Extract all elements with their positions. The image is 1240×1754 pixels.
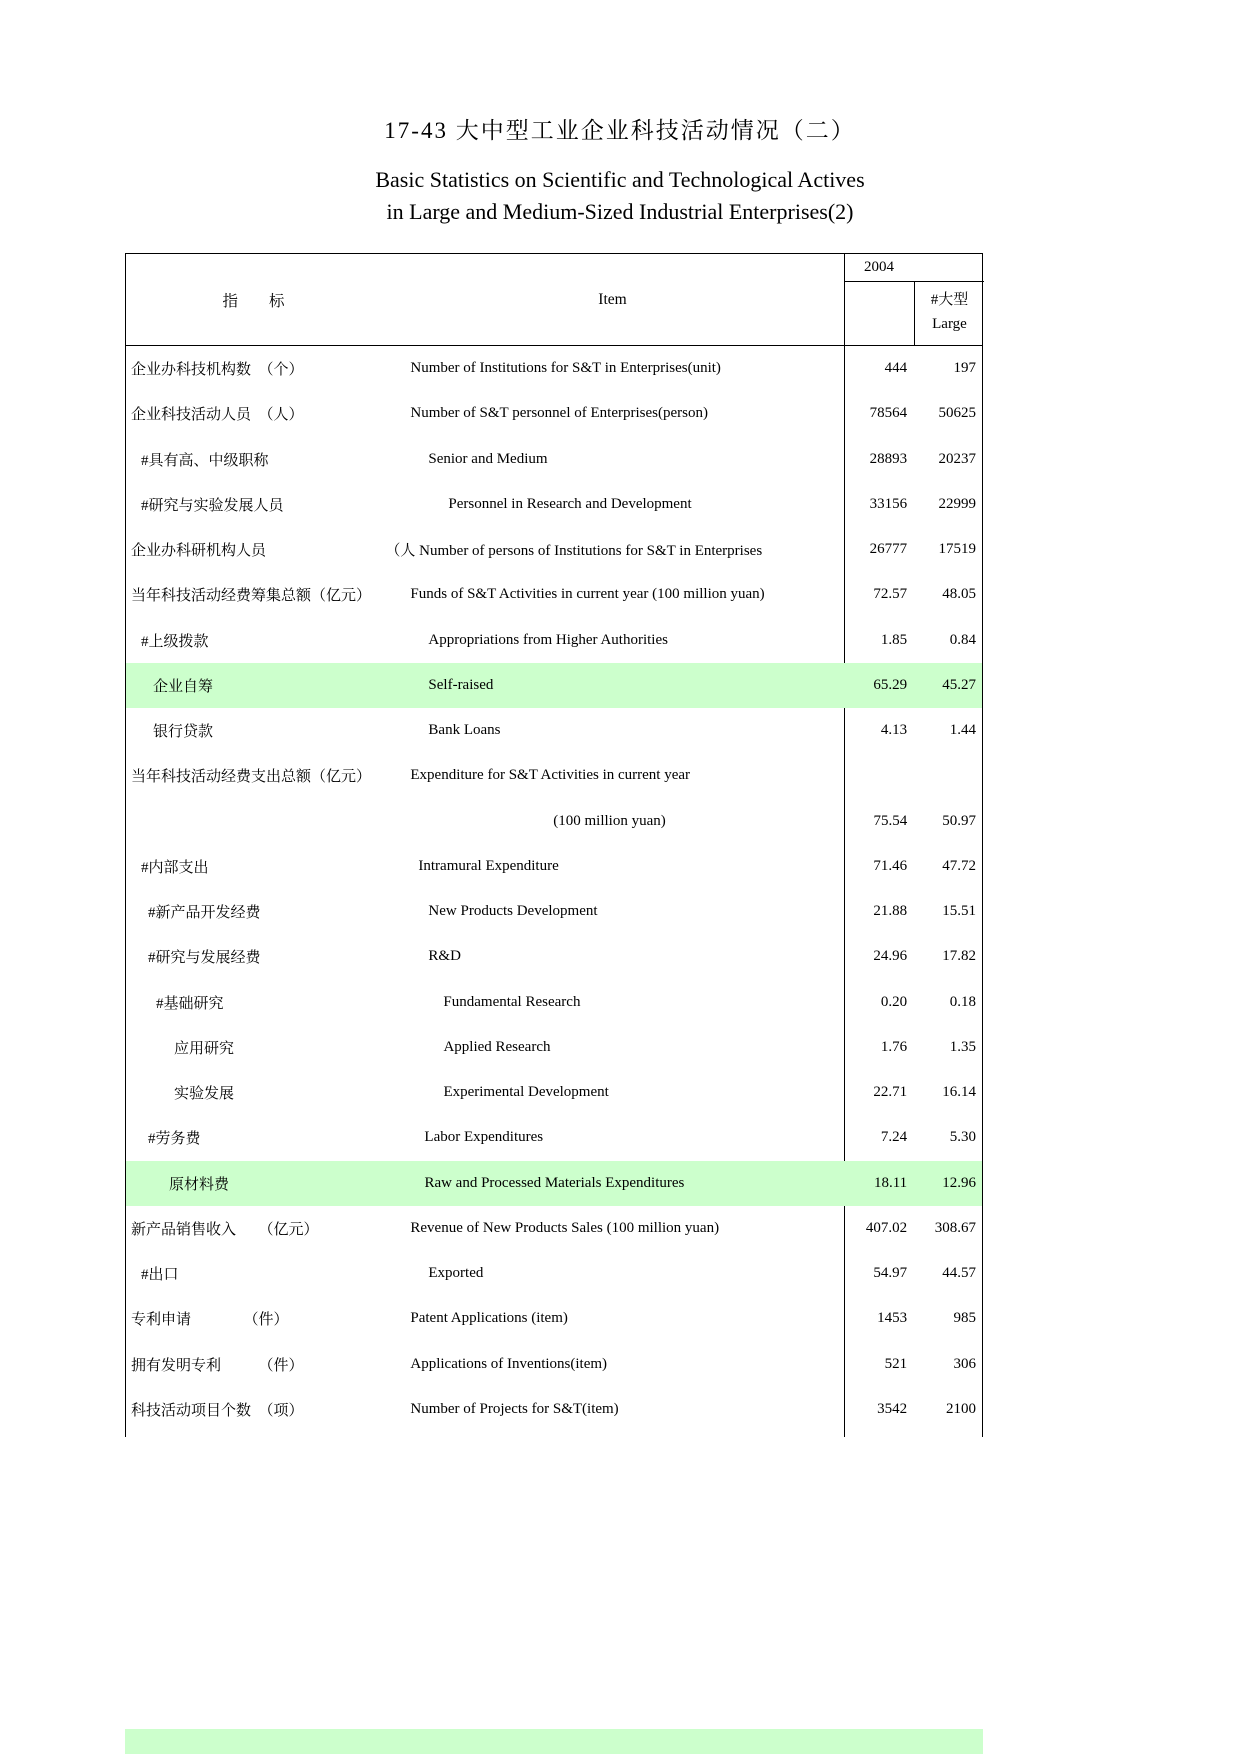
value-large: 22999 — [938, 495, 976, 512]
value-total: 521 — [884, 1355, 908, 1372]
indicator-en: R&D — [428, 948, 461, 965]
header-large-cn: #大型 — [930, 292, 969, 308]
indicator-cn: 企业办科研机构人员 — [131, 543, 267, 560]
indicator-cn: 当年科技活动经费支出总额（亿元） — [131, 769, 372, 786]
value-large: 306 — [953, 1355, 977, 1372]
partial-next-row-highlight — [125, 1729, 983, 1754]
value-total: 71.46 — [873, 857, 908, 874]
indicator-en: Revenue of New Products Sales (100 million yuan) — [410, 1219, 720, 1236]
value-total: 1.76 — [880, 1038, 908, 1055]
value-total: 0.20 — [880, 993, 908, 1010]
table-row — [126, 618, 982, 663]
value-total: 72.57 — [873, 586, 908, 603]
indicator-cn: 银行贷款 — [153, 724, 214, 741]
value-large: 16.14 — [942, 1084, 976, 1101]
table-row — [126, 527, 982, 572]
indicator-en: Appropriations from Higher Authorities — [428, 631, 668, 648]
indicator-cn: #具有高、中级职称 — [141, 452, 269, 469]
indicator-en: Experimental Development — [443, 1084, 609, 1101]
value-large: 197 — [953, 360, 977, 377]
value-total: 407.02 — [865, 1219, 908, 1236]
stats-table — [125, 253, 983, 1437]
value-total: 21.88 — [873, 903, 908, 920]
value-total: 75.54 — [873, 812, 908, 829]
value-large: 50625 — [938, 405, 977, 422]
value-total: 24.96 — [873, 948, 908, 965]
indicator-en: Intramural Expenditure — [418, 857, 559, 874]
table-body — [126, 346, 982, 1432]
indicator-cn: 专利申请 （件） — [131, 1312, 289, 1329]
value-large: 48.05 — [942, 586, 977, 603]
value-large: 45.27 — [942, 676, 976, 693]
value-total: 444 — [884, 360, 908, 377]
value-large: 985 — [953, 1310, 977, 1327]
indicator-cn: 企业办科技机构数 （个） — [131, 362, 304, 379]
value-total: 28893 — [869, 450, 908, 467]
value-total: 7.24 — [880, 1129, 908, 1146]
indicator-cn: #研究与发展经费 — [148, 950, 261, 967]
value-total — [842, 753, 912, 798]
value-total: 22.71 — [873, 1084, 908, 1101]
value-total: 54.97 — [873, 1265, 908, 1282]
value-large: 0.18 — [949, 993, 976, 1010]
value-large: 1.44 — [949, 722, 976, 739]
indicator-en: Patent Applications (item) — [410, 1310, 568, 1327]
table-row — [126, 1206, 982, 1251]
table-row — [126, 934, 982, 979]
indicator-cn: #研究与实验发展人员 — [141, 497, 284, 514]
header-large-en: Large — [932, 316, 967, 332]
indicator-cn: 科技活动项目个数 （项） — [131, 1402, 304, 1419]
indicator-cn: #内部支出 — [141, 859, 209, 876]
value-total: 1.85 — [880, 631, 908, 648]
indicator-cn: 企业自筹 — [153, 678, 214, 695]
table-row — [126, 844, 982, 889]
indicator-en: （人 Number of persons of Institutions for S&T in Enterprises — [385, 543, 763, 560]
indicator-en: (100 million yuan) — [553, 812, 666, 829]
indicator-en: Raw and Processed Materials Expenditures — [424, 1174, 685, 1191]
table-row-highlighted — [126, 663, 982, 708]
value-total: 65.29 — [873, 676, 908, 693]
value-large: 0.84 — [949, 631, 976, 648]
table-row — [126, 980, 982, 1025]
table-header — [126, 254, 982, 346]
indicator-en: Number of Projects for S&T(item) — [410, 1400, 619, 1417]
value-large: 15.51 — [942, 903, 976, 920]
indicator-cn: #上级拨款 — [141, 633, 209, 650]
value-total: 33156 — [869, 495, 908, 512]
indicator-en: Applications of Inventions(item) — [410, 1355, 608, 1372]
table-row — [126, 346, 982, 391]
indicator-cn: #基础研究 — [156, 995, 224, 1012]
indicator-cn: 实验发展 — [174, 1086, 235, 1103]
value-large: 2100 — [946, 1400, 977, 1417]
table-row — [126, 437, 982, 482]
indicator-en: Personnel in Research and Development — [448, 495, 692, 512]
table-row — [126, 482, 982, 527]
value-large: 44.57 — [942, 1265, 976, 1282]
indicator-cn: 应用研究 — [174, 1040, 235, 1057]
value-large: 47.72 — [942, 857, 976, 874]
table-row — [126, 1296, 982, 1341]
indicator-en: Senior and Medium — [428, 450, 548, 467]
indicator-cn: #劳务费 — [148, 1131, 201, 1148]
indicator-cn — [126, 799, 380, 844]
indicator-en: Number of Institutions for S&T in Enterprises(unit) — [410, 360, 721, 377]
value-large: 308.67 — [934, 1219, 977, 1236]
indicator-en: Funds of S&T Activities in current year (100 million yuan) — [410, 586, 765, 603]
page-title-en — [0, 164, 1240, 228]
table-row — [126, 1115, 982, 1160]
indicator-en: Bank Loans — [428, 722, 501, 739]
value-total: 26777 — [869, 541, 908, 558]
indicator-en: Exported — [428, 1265, 484, 1282]
value-large: 1.35 — [949, 1038, 976, 1055]
table-row — [126, 1070, 982, 1115]
indicator-cn: 当年科技活动经费筹集总额（亿元） — [131, 588, 372, 605]
indicator-en: New Products Development — [428, 903, 598, 920]
indicator-cn: #新产品开发经费 — [148, 905, 261, 922]
indicator-en: Expenditure for S&T Activities in current year — [410, 767, 691, 784]
value-large: 17.82 — [942, 948, 976, 965]
value-large: 12.96 — [942, 1174, 976, 1191]
header-indicator: 指 标 — [222, 293, 285, 310]
table-row — [126, 753, 982, 798]
header-year: 2004 — [864, 259, 894, 275]
table-row — [126, 1387, 982, 1432]
table-row-highlighted — [126, 1161, 982, 1206]
indicator-en: Applied Research — [443, 1038, 551, 1055]
value-large: 50.97 — [942, 812, 977, 829]
table-row — [126, 391, 982, 436]
value-total: 18.11 — [873, 1174, 908, 1191]
table-row — [126, 1251, 982, 1296]
page-title-cn: 17-43 大中型工业企业科技活动情况（二） — [384, 118, 856, 143]
value-large — [912, 753, 982, 798]
indicator-cn: 新产品销售收入 （亿元） — [131, 1221, 319, 1238]
table-row — [126, 799, 982, 844]
indicator-en: Labor Expenditures — [424, 1129, 544, 1146]
indicator-en: Self-raised — [428, 676, 494, 693]
page-title-en-line2: in Large and Medium-Sized Industrial Enterprises(2) — [386, 199, 854, 224]
indicator-cn: 拥有发明专利 （件） — [131, 1357, 304, 1374]
table-row — [126, 572, 982, 617]
page-title-en-line1: Basic Statistics on Scientific and Technological Actives — [375, 167, 865, 192]
header-large-column — [914, 281, 984, 346]
value-total: 78564 — [869, 405, 908, 422]
table-row — [126, 1342, 982, 1387]
indicator-cn: #出口 — [141, 1267, 179, 1284]
value-total: 3542 — [877, 1400, 908, 1417]
table-row — [126, 1025, 982, 1070]
indicator-en: Number of S&T personnel of Enterprises(person) — [410, 405, 708, 422]
indicator-cn: 企业科技活动人员 （人） — [131, 407, 304, 424]
header-item: Item — [598, 291, 627, 308]
value-large: 17519 — [938, 541, 976, 558]
indicator-cn: 原材料费 — [169, 1176, 230, 1193]
table-row — [126, 889, 982, 934]
indicator-en: Fundamental Research — [443, 993, 581, 1010]
value-total: 1453 — [877, 1310, 908, 1327]
value-large: 5.30 — [949, 1129, 976, 1146]
table-row — [126, 708, 982, 753]
value-large: 20237 — [938, 450, 976, 467]
value-total: 4.13 — [880, 722, 908, 739]
